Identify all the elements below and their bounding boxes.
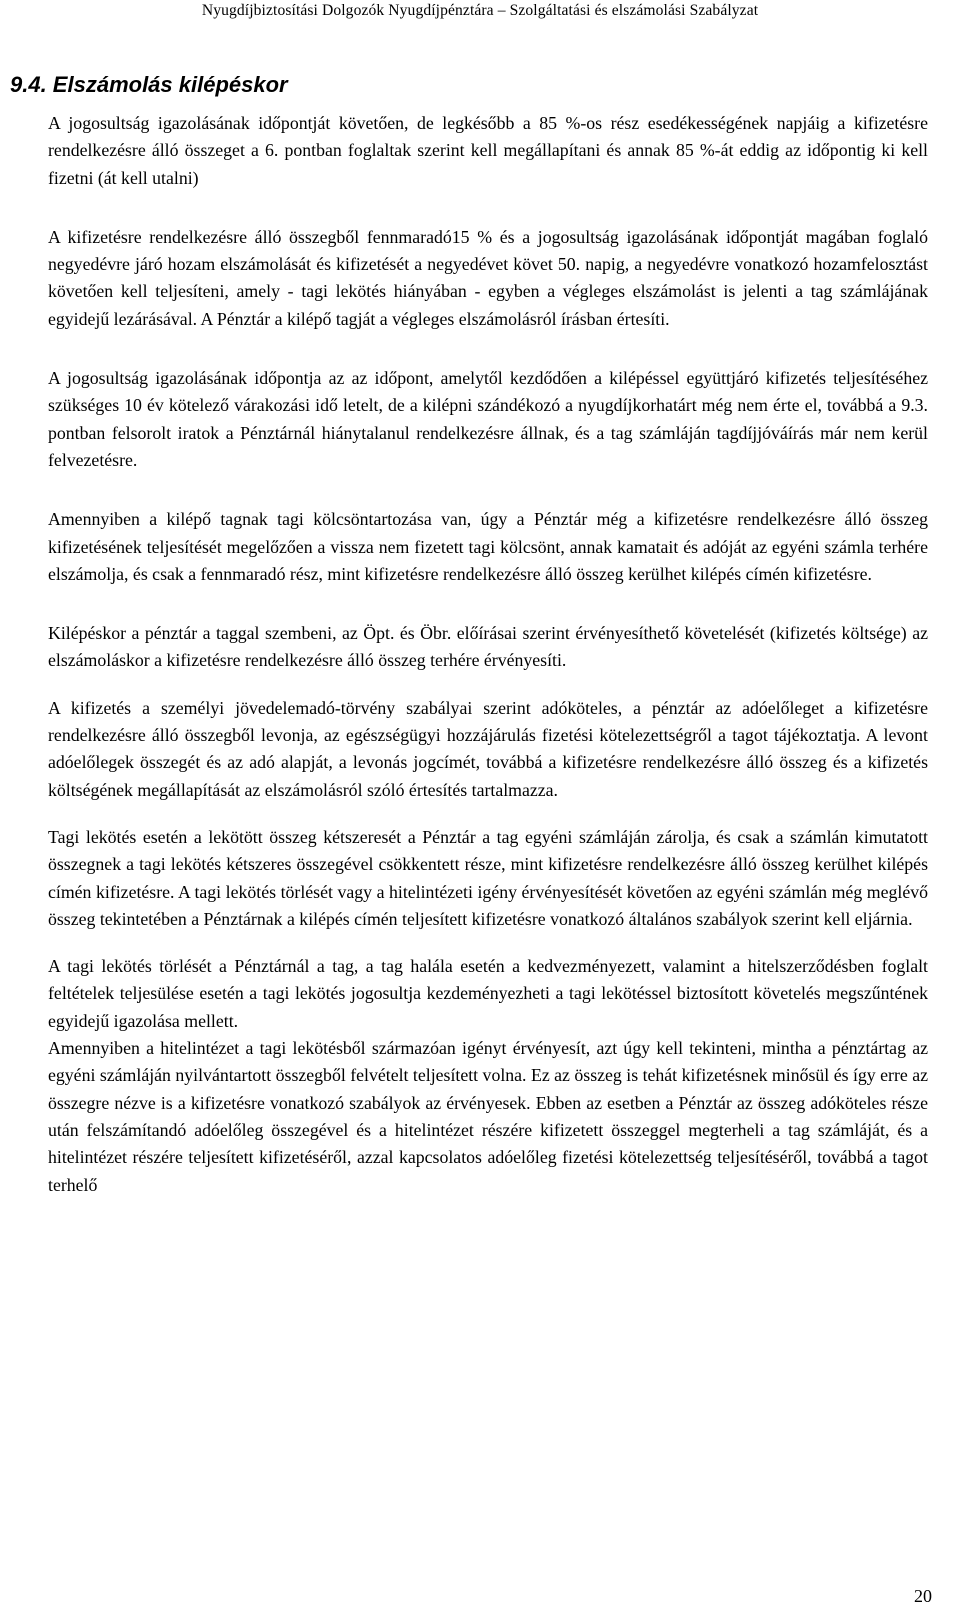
paragraph-member-pledge: Tagi lekötés esetén a lekötött összeg kétszeresét a Pénztár a tag egyéni számláján zárolja, és csak a számlán kimutatott összegnek a tagi lekötés kétszeres összegével csökkentett része, mint kifizetésre rendelkezésre álló összeg kerülhet kilépés címén kifizetésre. A tagi lekötés törlését vagy a hitelintézeti igény érvényesítését követően az egyéni számlán még meglévő összeg tekintetében a Pénztárnak a kilépés címén teljesített kifizetésre vonatkozó általános szabályok szerint kell eljárnia. [48,826,928,929]
running-header: Nyugdíjbiztosítási Dolgozók Nyugdíjpénztára – Szolgáltatási és elszámolási Szabályzat [201,2,759,19]
paragraph-bank-claim: Amennyiben a hitelintézet a tagi lekötésből származóan igényt érvényesít, azt úgy kell tekinteni, mintha a pénztártag az egyéni számláján nyilvántartott összegből felvételt teljesített volna. Ez az összeg is tehát kifizetésnek minősül és így erre az összegre nézve is a kifizetésre vonatkozó szabályok az érvényesek. Ebben az esetben a Pénztár az összeg adóköteles része után felszámítandó adóelőleg összegével és a hitelintézet részére kifizetett összeggel megterheli a tag számláját, és a hitelintézet részére teljesített kifizetéséről, azzal kapcsolatos adóelőleg fizetési kötelezettség teljesítéséről, továbbá a tagot terhelő [48,1038,928,1195]
paragraph-pledge-deletion: A tagi lekötés törlését a Pénztárnál a tag, a tag halála esetén a kedvezményezett, valamint a hitelszerződésben foglalt feltételek teljesülése esetén a tagi lekötés jogosultja kezdeményezheti a tagi lekötéssel biztosított követelés megszűntének egyidejű igazolása mellett. [48,956,928,1031]
paragraph-exit-costs: Kilépéskor a pénztár a taggal szembeni, az Öpt. és Öbr. előírásai szerint érvényesíthető követelését (kifizetés költsége) az elszámoláskor a kifizetésre rendelkezésre álló összeg terhére érvényesíti. [48,623,928,671]
page-number: 20 [914,1586,932,1606]
paragraph-entitlement-date: A jogosultság igazolásának időpontja az az időpont, amelytől kezdődően a kilépéssel együttjáró kifizetés teljesítéséhez szükséges 10 év kötelező várakozási idő letelt, de a kilépni szándékozó a nyugdíjkorhatárt még nem érte el, továbbá a 9.3. pontban felsorolt iratok a Pénztárnál hiánytalanul rendelkezésre állnak, és a tag számláján tagdíjjóváírás már nem kerül felvezetésre. [48,368,928,470]
paragraph-payout-deadline: A jogosultság igazolásának időpontját követően, de legkésőbb a 85 %-os rész esedékességének napjáig a kifizetésre rendelkezésre álló összeget a 6. pontban foglaltak szerint kell megállapítani és annak 85 %-át eddig az időpontig ki kell fizetni (át kell utalni) [48,113,928,188]
paragraph-taxation: A kifizetés a személyi jövedelemadó-törvény szabályai szerint adóköteles, a pénztár az adóelőleget a kifizetésre rendelkezésre álló összegből levonja, az egészségügyi hozzájárulás fizetési kötelezettségről a tagot tájékoztatja. A levont adóelőlegek összegét és az adó alapját, a levonás jogcímét, továbbá a kifizetésre rendelkezésre álló összeg és a kifizetés költségének megállapítását az elszámolásról szóló értesítés tartalmazza. [48,697,928,800]
paragraph-remaining-15-percent: A kifizetésre rendelkezésre álló összegből fennmaradó15 % és a jogosultság igazolásának időpontját magában foglaló negyedévre járó hozam elszámolását és kifizetését a negyedévet követ 50. napig, a negyedévre vonatkozó hozamfelosztást követően kell teljesíteni, amely - tagi lekötés hiányában - egyben a végleges elszámolást is jelenti a tag számlájának egyidejű lezárásával. A Pénztár a kilépő tagját a végleges elszámolásról írásban értesíti. [48,226,928,329]
section-heading: 9.4. Elszámolás kilépéskor [10,72,288,97]
paragraph-member-loan: Amennyiben a kilépő tagnak tagi kölcsöntartozása van, úgy a Pénztár még a kifizetésre rendelkezésre álló összeg kifizetésének teljesítését megelőzően a vissza nem fizetett tagi kölcsönt, annak kamatait és adóját az egyéni számla terhére elszámolja, és csak a fennmaradó rész, mint kifizetésre rendelkezésre álló összeg kerülhet kilépés címén kifizetésre. [48,509,928,584]
document-body [10,68,928,1199]
